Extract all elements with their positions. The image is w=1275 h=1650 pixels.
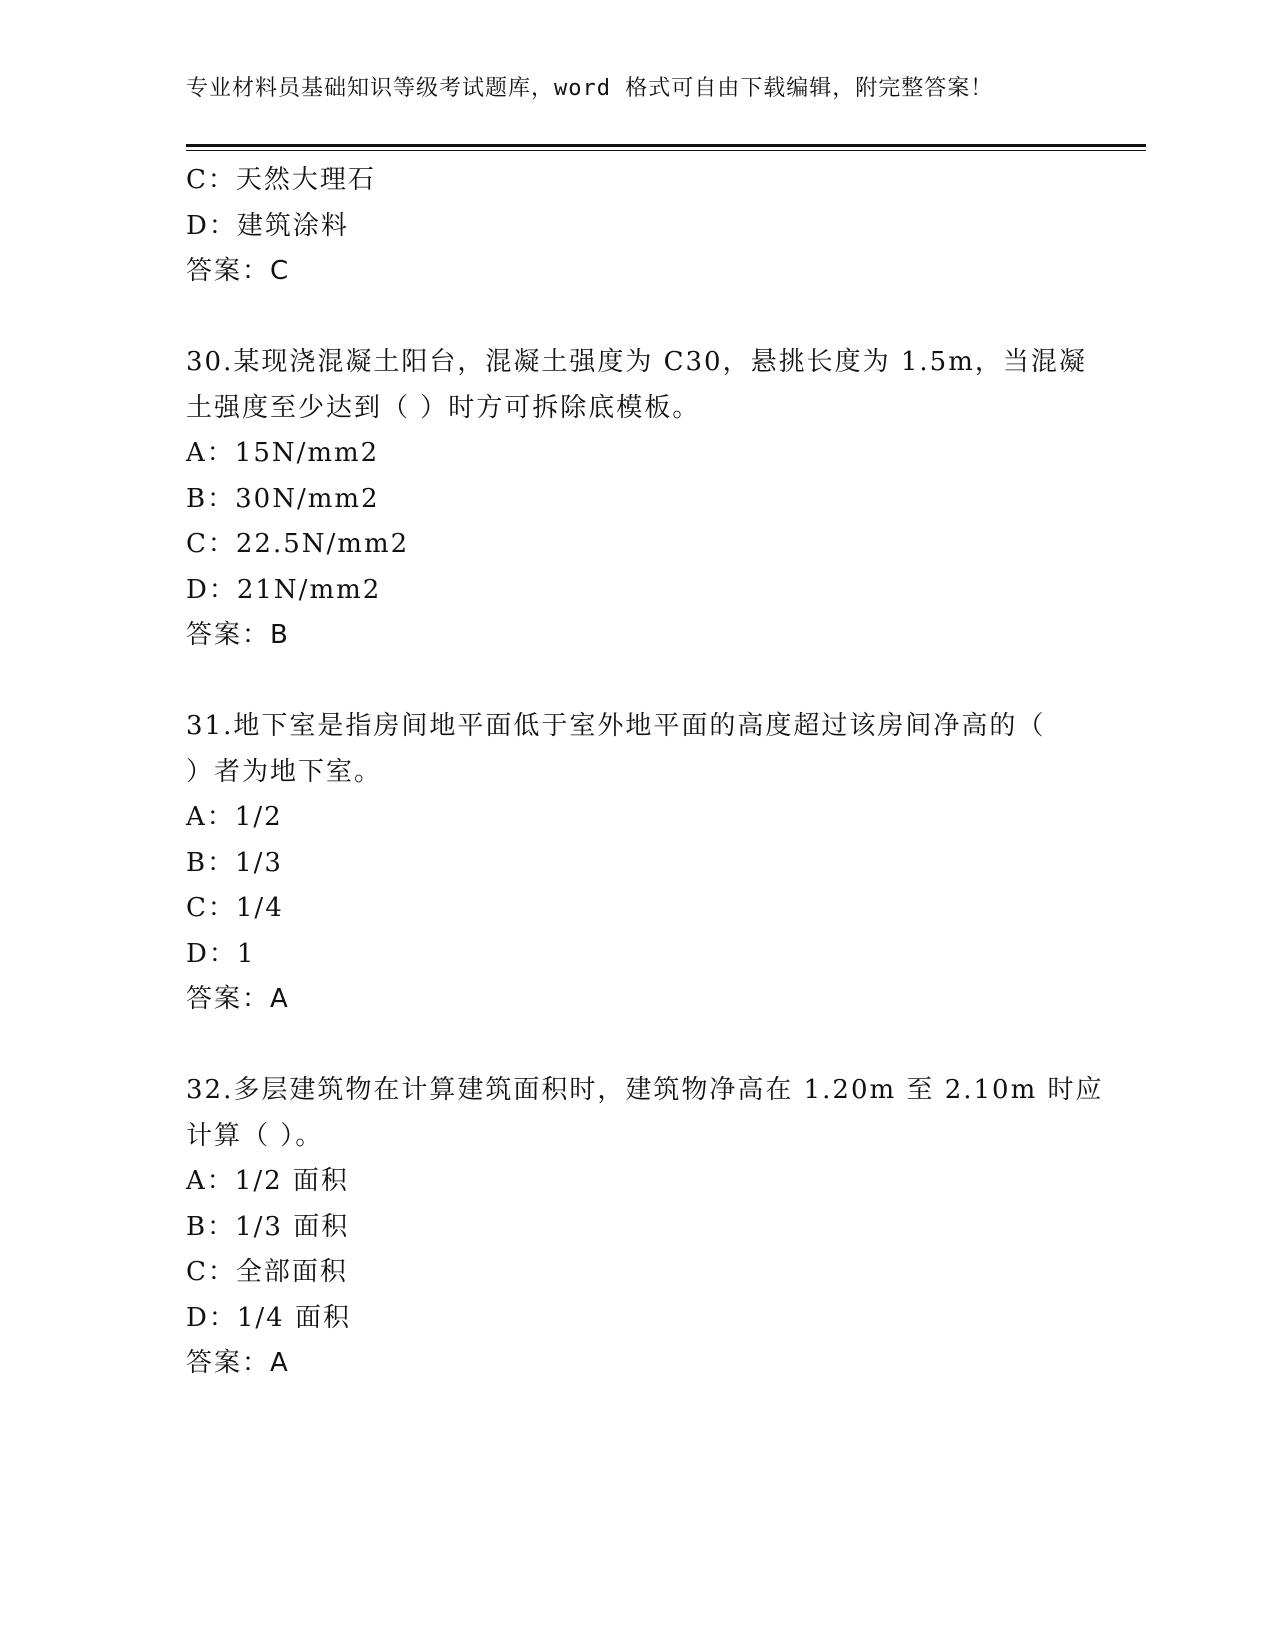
page-header: 专业材料员基础知识等级考试题库，word 格式可自由下载编辑，附完整答案！ <box>186 76 994 101</box>
answer-line: 答案：C <box>186 256 291 286</box>
option-a: A：1/2 <box>186 802 283 832</box>
option-c: C：1/4 <box>186 893 284 923</box>
answer-line: 答案：A <box>186 1348 290 1378</box>
option-a: A：1/2 面积 <box>186 1166 349 1196</box>
option-a: A：15N/mm2 <box>186 438 380 468</box>
question-stem-line: 31.地下室是指房间地平面低于室外地平面的高度超过该房间净高的（ <box>186 711 1046 741</box>
option-d: D：21N/mm2 <box>186 574 382 605</box>
previous-question-tail <box>186 158 1086 295</box>
question-stem-line: 土强度至少达到（ ）时方可拆除底模板。 <box>186 392 701 423</box>
question-stem-line: 32.多层建筑物在计算建筑面积时，建筑物净高在 1.20m 至 2.10m 时应 <box>186 1075 1104 1105</box>
option-b: B：1/3 面积 <box>186 1211 350 1242</box>
option-b: B：30N/mm2 <box>186 483 380 514</box>
question-list <box>186 158 1104 1387</box>
header-rule-thick <box>186 144 1146 147</box>
option-c: C：全部面积 <box>186 1257 348 1287</box>
question-32 <box>186 1068 1104 1387</box>
option-b: B：1/3 <box>186 847 283 878</box>
question-stem-line: ）者为地下室。 <box>186 756 383 787</box>
answer-line: 答案：B <box>186 620 290 650</box>
question-30 <box>186 340 1086 659</box>
option-d: D：建筑涂料 <box>186 210 349 241</box>
question-31 <box>186 704 1086 1023</box>
option-d: D：1 <box>186 938 256 969</box>
answer-line: 答案：A <box>186 984 290 1014</box>
question-stem-line: 计算（ ）。 <box>186 1120 324 1151</box>
option-c: C：22.5N/mm2 <box>186 529 410 559</box>
option-c: C：天然大理石 <box>186 165 376 195</box>
question-stem-line: 30.某现浇混凝土阳台，混凝土强度为 C30，悬挑长度为 1.5m，当混凝 <box>186 347 1087 377</box>
header-rule-thin <box>186 150 1146 151</box>
option-d: D：1/4 面积 <box>186 1302 351 1333</box>
